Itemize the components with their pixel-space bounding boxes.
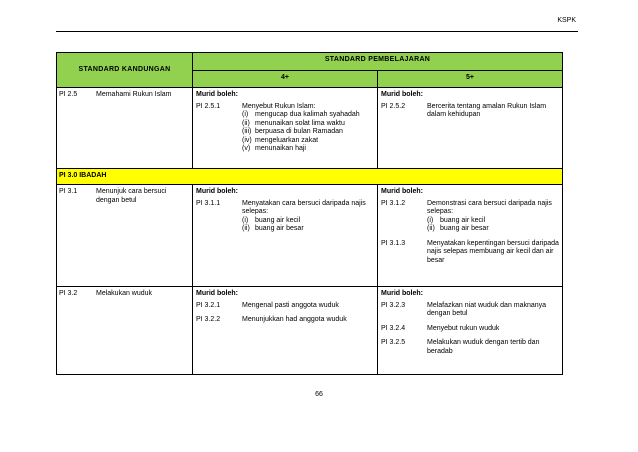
sub-number: (ii) [427,225,435,232]
sub-number: (v) [242,145,251,152]
murid-boleh-label: Murid boleh: [381,290,423,297]
kandungan-title: Memahami Rukun Islam [96,91,172,98]
standard-code: PI 3.2.1 [196,301,221,309]
sub-number: (ii) [242,119,250,127]
sub-text: buang air kecil [255,216,301,224]
kandungan-code: PI 3.1 [59,188,78,195]
murid-boleh-label: Murid boleh: [381,91,423,98]
header-age-5: 5+ [378,71,563,88]
standard-text: Menyatakan kepentingan bersuci daripada najis selepas membuang air kecil dan air besar [427,239,559,264]
sub-text: mengucap dua kalimah syahadah [255,111,360,118]
sub-text: berpuasa di bulan Ramadan [255,128,343,135]
header-age-4: 4+ [193,71,378,88]
sub-text: mengeluarkan zakat [255,136,319,144]
standard-text: Melafazkan niat wuduk dan maknanya dengan betul [427,301,547,317]
standard-code: PI 3.1.2 [381,199,406,207]
murid-boleh-label: Murid boleh: [381,188,423,195]
sub-text: buang air kecil [440,216,486,224]
kandungan-code: PI 2.5 [59,91,78,98]
standard-code: PI 2.5.2 [381,102,406,110]
pembelajaran-4-cell [193,185,378,287]
kandungan-cell [57,88,193,169]
standard-code: PI 3.2.2 [196,316,221,323]
kandungan-title: Menunjuk cara bersuci dengan betul [96,188,167,204]
table-row [57,287,563,375]
murid-boleh-label: Murid boleh: [196,290,238,297]
kandungan-cell [57,287,193,375]
sub-number: (i) [242,111,249,118]
header-standard-pembelajaran: STANDARD PEMBELAJARAN [193,53,563,71]
standard-code: PI 2.5.1 [196,102,221,110]
sub-number: (iv) [242,136,252,144]
pembelajaran-4-cell [193,88,378,169]
murid-boleh-label: Murid boleh: [196,91,238,98]
header-rule [56,31,578,32]
kandungan-cell [57,185,193,287]
standard-code: PI 3.2.3 [381,301,406,309]
sub-number: (iii) [242,128,252,135]
sub-text: menunaikan haji [255,145,306,152]
standard-text: Mengenal pasti anggota wuduk [242,301,339,309]
header-label: KSPK [557,17,576,24]
standard-text: Menunjukkan had anggota wuduk [242,316,347,323]
header-standard-kandungan: STANDARD KANDUNGAN [57,53,193,88]
sub-text: menunaikan solat lima waktu [255,119,345,127]
pembelajaran-4-cell [193,287,378,375]
table-row [57,185,563,287]
pembelajaran-5-cell [378,287,563,375]
standard-text: Menyebut Rukun Islam: [242,102,316,110]
standard-code: PI 3.1.1 [196,199,221,207]
pembelajaran-5-cell [378,185,563,287]
murid-boleh-label: Murid boleh: [196,188,238,195]
kandungan-code: PI 3.2 [59,290,78,297]
standard-text: Menyatakan cara bersuci daripada najis selepas: [242,199,366,215]
sub-text: buang air besar [255,225,304,232]
sub-number: (i) [427,216,434,224]
sub-number: (ii) [242,225,250,232]
table-row [57,88,563,169]
standard-code: PI 3.1.3 [381,239,406,247]
curriculum-table [56,52,563,375]
standard-text: Melakukan wuduk dengan tertib dan beradab [427,339,540,355]
kandungan-title: Melakukan wuduk [96,290,153,297]
page-number: 66 [315,391,323,398]
pembelajaran-5-cell [378,88,563,169]
standard-code: PI 3.2.5 [381,339,406,346]
standard-text: Demonstrasi cara bersuci daripada najis selepas: [427,199,552,215]
sub-text: buang air besar [440,225,489,232]
sub-number: (i) [242,216,249,224]
section-heading: PI 3.0 IBADAH [57,169,563,185]
standard-code: PI 3.2.4 [381,324,406,332]
standard-text: Menyebut rukun wuduk [427,324,500,332]
standard-text: Bercerita tentang amalan Rukun Islam dalam kehidupan [427,102,547,118]
